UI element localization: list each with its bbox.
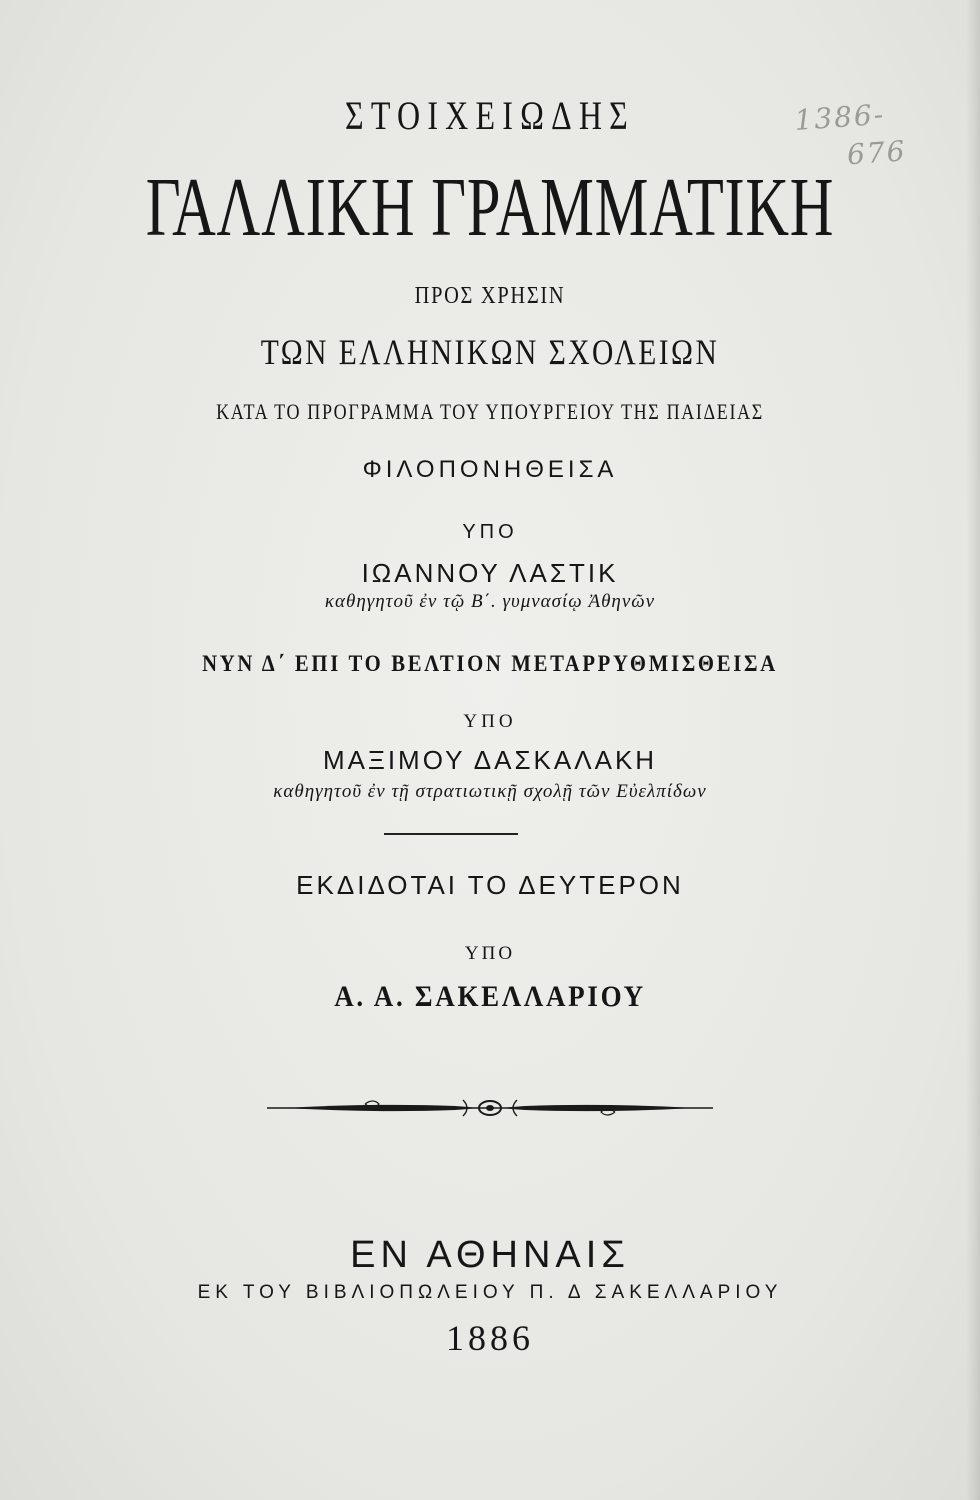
- book-subtitle: ΣΤΟΙΧΕΙΩΔΗΣ: [345, 93, 635, 138]
- shelf-mark-line-1: 1386-: [793, 97, 887, 137]
- compiled-line: ΦΙΛΟΠΟΝΗΘΕΙΣΑ: [362, 456, 618, 483]
- printer-line: ΕΚ ΤΟΥ ΒΙΒΛΙΟΠΩΛΕΙΟΥ Π. Δ ΣΑΚΕΛΛΑΡΙΟΥ: [197, 1282, 783, 1303]
- curriculum-line: ΚΑΤΑ ΤΟ ΠΡΟΓΡΑΜΜΑ ΤΟΥ ΥΠΟΥΡΓΕΙΟΥ ΤΗΣ ΠΑΙΔΕΙΑΣ: [216, 399, 764, 424]
- by-label-1: ΥΠΟ: [462, 521, 518, 543]
- edition-line: ΕΚΔΙΔΟΤΑΙ ΤΟ ΔΕΥΤΕΡΟΝ: [296, 870, 684, 900]
- author-1-affiliation: καθηγητοῦ ἐν τῷ Β΄. γυμνασίῳ Ἀθηνῶν: [324, 591, 656, 612]
- revision-line: ΝΥΝ Δ΄ ΕΠΙ ΤΟ ΒΕΛΤΙΟΝ ΜΕΤΑΡΡΥΘΜΙΣΘΕΙΣΑ: [202, 651, 778, 676]
- publication-year: 1886: [446, 1318, 534, 1358]
- author-1-name: ΙΩΑΝΝΟΥ ΛΑΣΤΙΚ: [361, 558, 619, 588]
- publication-place: ΕΝ ΑΘΗΝΑΙΣ: [350, 1234, 630, 1276]
- author-2-affiliation: καθηγητοῦ ἐν τῇ στρατιωτικῇ σχολῇ τῶν Εὐελπίδων: [273, 781, 707, 802]
- ornament-divider-icon: [265, 1094, 715, 1122]
- by-label-2: ΥΠΟ: [463, 711, 517, 732]
- book-title: ΓΑΛΛΙΚΗ ΓΡΑΜΜΑΤΙΚΗ: [145, 161, 835, 254]
- audience-line: ΤΩΝ ΕΛΛΗΝΙΚΩΝ ΣΧΟΛΕΙΩΝ: [260, 332, 720, 372]
- author-2-name: ΜΑΞΙΜΟΥ ΔΑΣΚΑΛΑΚΗ: [322, 745, 658, 775]
- divider-rule: [384, 833, 518, 835]
- by-label-3: ΥΠΟ: [464, 943, 516, 964]
- publisher-name: Α. Α. ΣΑΚΕΛΛΑΡΙΟΥ: [334, 980, 646, 1013]
- shelf-mark-line-2: 676: [845, 134, 908, 172]
- purpose-line: ΠΡΟΣ ΧΡΗΣΙΝ: [414, 283, 566, 309]
